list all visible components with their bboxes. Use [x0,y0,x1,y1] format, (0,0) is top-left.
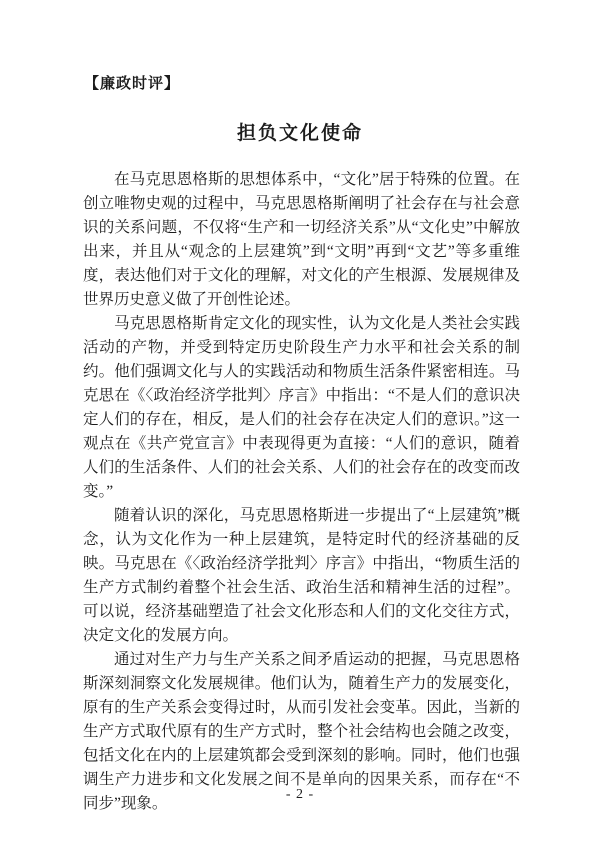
page-title: 担负文化使命 [236,123,363,144]
document-body [83,168,520,816]
paragraph-3: 随着认识的深化，马克思恩格斯进一步提出了“上层建筑”概念，认为文化作为一种上层建筑，是特定时代的经济基础的反映。马克思在《〈政治经济学批判〉序言》中指出，“物质生活的生产方式制约着整个社会生活、政治生活和精神生活的过程”。可以说，经济基础塑造了社会文化形态和人们的文化交往方式，决定文化的发展方向。 [83,507,520,644]
paragraph-4: 通过对生产力与生产关系之间矛盾运动的把握，马克思恩格斯深刻洞察文化发展规律。他们认为，随着生产力的发展变化，原有的生产关系会变得过时，从而引发社会变革。因此，当新的生产方式取代原有的生产方式时，整个社会结构也会随之改变，包括文化在内的上层建筑都会受到深刻的影响。同时，他们也强调生产力进步和文化发展之间不是单向的因果关系，而存在“不同步”现象。 [83,651,520,812]
page-number: - 2 - [285,787,315,802]
section-tag: 【廉政时评】 [84,76,181,92]
paragraph-2: 马克思恩格斯肯定文化的现实性，认为文化是人类社会实践活动的产物，并受到特定历史阶段生产力水平和社会关系的制约。他们强调文化与人的实践活动和物质生活条件紧密相连。马克思在《〈政治经济学批判〉序言》中指出：“不是人们的意识决定人们的存在，相反，是人们的社会存在决定人们的意识。”这一观点在《共产党宣言》中表现得更为直接：“人们的意识，随着人们的生活条件、人们的社会关系、人们的社会存在的改变而改变。” [83,315,520,500]
paragraph-1: 在马克思恩格斯的思想体系中，“文化”居于特殊的位置。在创立唯物史观的过程中，马克思恩格斯阐明了社会存在与社会意识的关系问题，不仅将“生产和一切经济关系”从“文化史”中解放出来，并且从“观念的上层建筑”到“文明”再到“文艺”等多重维度，表达他们对于文化的理解，对文化的产生根源、发展规律及世界历史意义做了开创性论述。 [83,171,520,308]
